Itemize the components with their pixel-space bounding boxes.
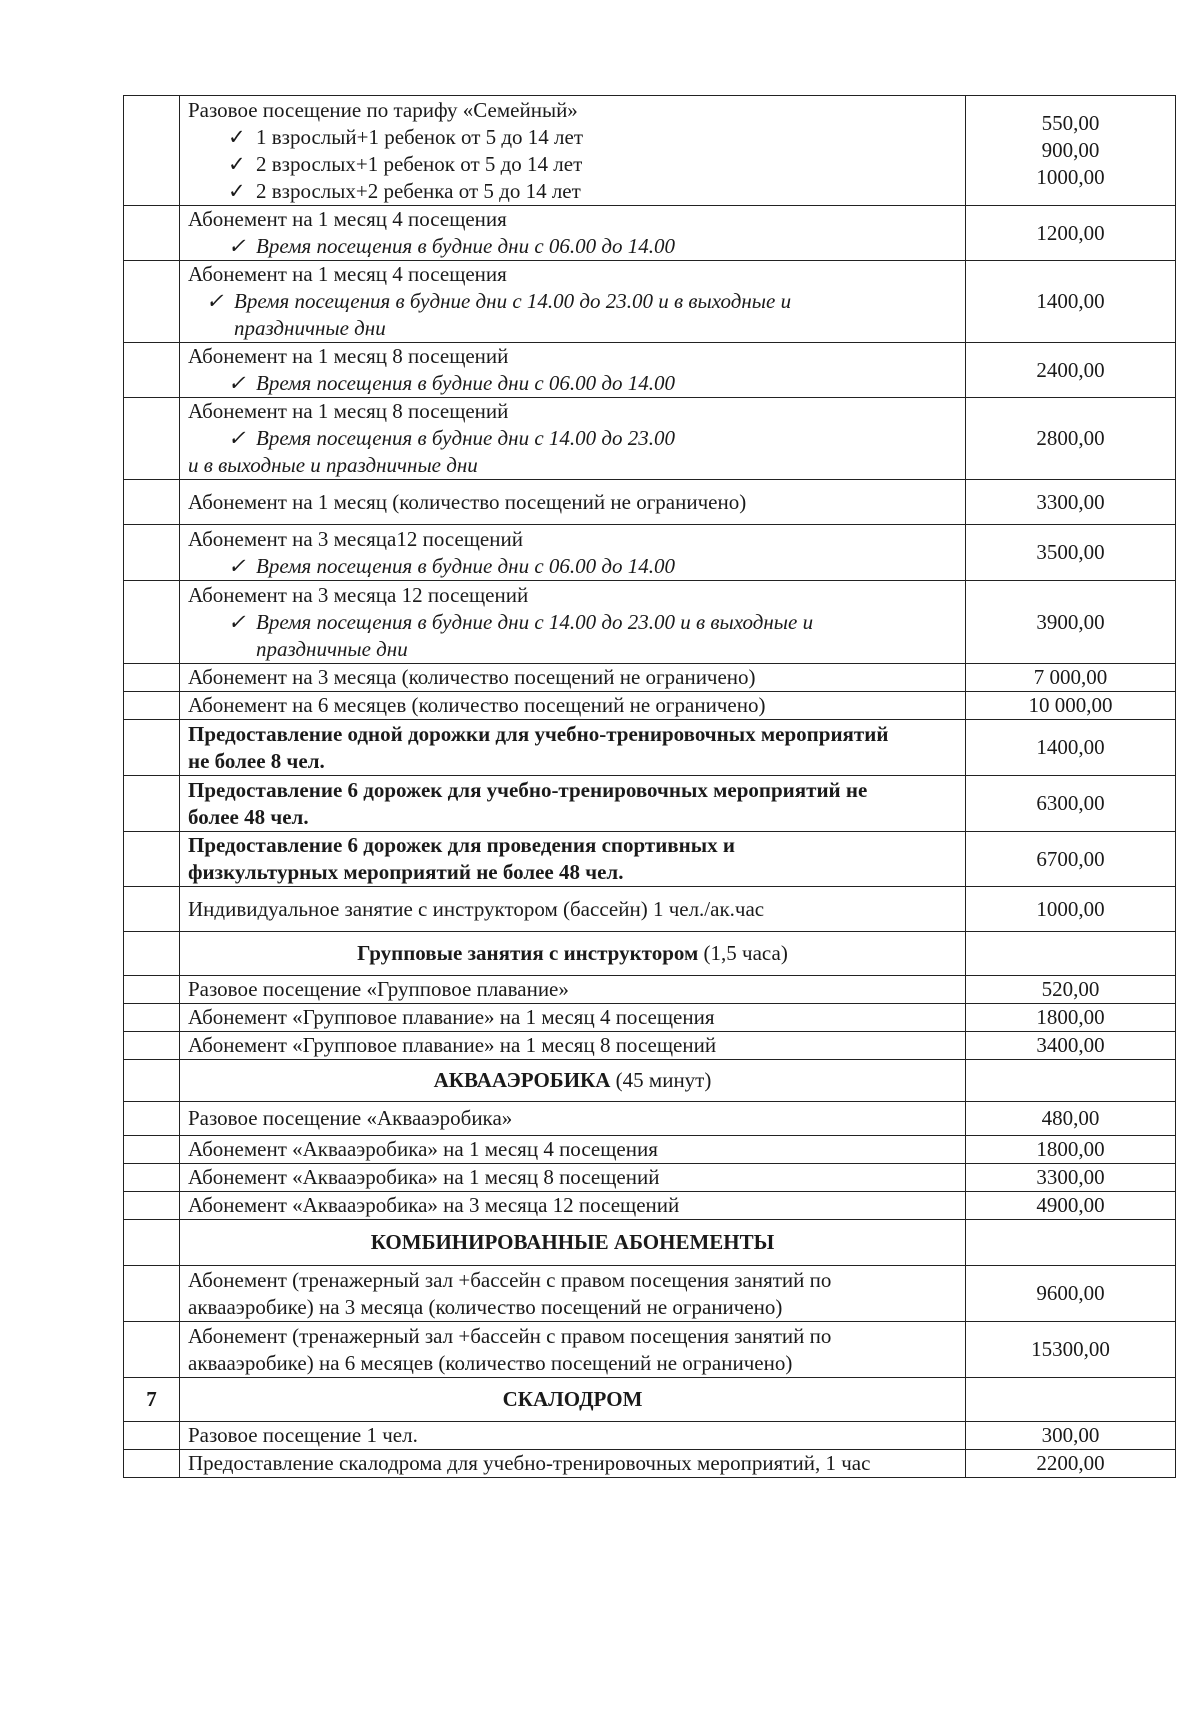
price-cell: 6700,00 bbox=[966, 832, 1176, 887]
service-description: Абонемент на 6 месяцев (количество посещений не ограничено) bbox=[180, 692, 966, 720]
row-number bbox=[124, 976, 180, 1004]
row-number bbox=[124, 1220, 180, 1266]
bullet-continuation: праздничные дни bbox=[234, 316, 386, 340]
price-value: 550,00 bbox=[1041, 111, 1100, 135]
price-cell: 1000,00 bbox=[966, 887, 1176, 932]
row-number bbox=[124, 480, 180, 525]
row-number bbox=[124, 832, 180, 887]
price-cell bbox=[966, 1060, 1176, 1102]
service-description: Абонемент «Аквааэробика» на 1 месяц 4 посещения bbox=[180, 1136, 966, 1164]
service-description: Разовое посещение «Групповое плавание» bbox=[180, 976, 966, 1004]
price-cell: 1800,00 bbox=[966, 1004, 1176, 1032]
table-row bbox=[124, 1422, 1176, 1450]
section-header bbox=[180, 1378, 966, 1422]
service-description: Абонемент «Групповое плавание» на 1 месяц 8 посещений bbox=[180, 1032, 966, 1060]
table-row bbox=[124, 398, 1176, 480]
service-description bbox=[180, 261, 966, 343]
bullet-item: ✓ 2 взрослых+1 ребенок от 5 до 14 лет bbox=[188, 151, 957, 178]
service-description: Абонемент на 1 месяц (количество посещений не ограничено) bbox=[180, 480, 966, 525]
service-description: Разовое посещение 1 чел. bbox=[180, 1422, 966, 1450]
service-description bbox=[180, 581, 966, 664]
table-row bbox=[124, 1164, 1176, 1192]
row-number bbox=[124, 887, 180, 932]
price-cell: 3300,00 bbox=[966, 1164, 1176, 1192]
table-row bbox=[124, 480, 1176, 525]
service-title-continuation: аквааэробике) на 6 месяцев (количество посещений не ограничено) bbox=[188, 1350, 793, 1375]
price-cell: 2200,00 bbox=[966, 1450, 1176, 1478]
service-title: Абонемент на 1 месяц 4 посещения bbox=[188, 262, 507, 286]
row-number bbox=[124, 581, 180, 664]
row-number bbox=[124, 1164, 180, 1192]
service-title: Абонемент (тренажерный зал +бассейн с правом посещения занятий по bbox=[188, 1323, 832, 1348]
section-title: КОМБИНИРОВАННЫЕ АБОНЕМЕНТЫ bbox=[370, 1230, 775, 1254]
row-number bbox=[124, 692, 180, 720]
table-row bbox=[124, 1266, 1176, 1322]
row-number bbox=[124, 1032, 180, 1060]
price-cell bbox=[966, 1220, 1176, 1266]
service-description bbox=[180, 206, 966, 261]
section-header-row bbox=[124, 932, 1176, 976]
table-row bbox=[124, 261, 1176, 343]
price-value: 900,00 bbox=[1041, 138, 1100, 162]
service-title: Абонемент на 1 месяц 8 посещений bbox=[188, 399, 509, 423]
price-cell: 1400,00 bbox=[966, 720, 1176, 776]
service-title: Разовое посещение по тарифу «Семейный» bbox=[188, 97, 578, 122]
bullet-item: ✓ Время посещения в будние дни с 06.00 до 14.00 bbox=[188, 553, 957, 580]
table-row bbox=[124, 720, 1176, 776]
table-row bbox=[124, 664, 1176, 692]
row-number bbox=[124, 343, 180, 398]
row-number bbox=[124, 1450, 180, 1478]
price-cell bbox=[966, 932, 1176, 976]
price-cell: 4900,00 bbox=[966, 1192, 1176, 1220]
service-title-continuation: физкультурных мероприятий не более 48 чел. bbox=[188, 860, 624, 884]
price-cell: 9600,00 bbox=[966, 1266, 1176, 1322]
section-header bbox=[180, 1220, 966, 1266]
service-description: Абонемент на 3 месяца (количество посещений не ограничено) bbox=[180, 664, 966, 692]
service-title: Предоставление 6 дорожек для учебно-тренировочных мероприятий не bbox=[188, 777, 868, 802]
service-description bbox=[180, 398, 966, 480]
table-row bbox=[124, 1192, 1176, 1220]
table-row bbox=[124, 1004, 1176, 1032]
table-row bbox=[124, 96, 1176, 206]
table-row bbox=[124, 976, 1176, 1004]
price-cell: 2800,00 bbox=[966, 398, 1176, 480]
bullet-item: ✓ 1 взрослый+1 ребенок от 5 до 14 лет bbox=[188, 124, 957, 151]
price-cell: 1800,00 bbox=[966, 1136, 1176, 1164]
price-table bbox=[123, 95, 1176, 1478]
price-cell bbox=[966, 1378, 1176, 1422]
bullet-item: ✓ Время посещения в будние дни с 06.00 до 14.00 bbox=[188, 370, 957, 397]
bullet-item: ✓ 2 взрослых+2 ребенка от 5 до 14 лет bbox=[188, 178, 957, 205]
price-cell: 3500,00 bbox=[966, 525, 1176, 581]
row-number bbox=[124, 398, 180, 480]
table-row bbox=[124, 692, 1176, 720]
price-cell: 3300,00 bbox=[966, 480, 1176, 525]
service-description: Абонемент «Аквааэробика» на 3 месяца 12 посещений bbox=[180, 1192, 966, 1220]
row-number bbox=[124, 525, 180, 581]
row-number bbox=[124, 776, 180, 832]
service-title: Абонемент на 1 месяц 8 посещений bbox=[188, 344, 509, 368]
price-cell bbox=[966, 96, 1176, 206]
price-cell: 300,00 bbox=[966, 1422, 1176, 1450]
service-description bbox=[180, 1322, 966, 1378]
bullet-item: ✓ Время посещения в будние дни с 14.00 до 23.00 и в выходные и bbox=[188, 609, 957, 636]
table-row bbox=[124, 1102, 1176, 1136]
section-header-row bbox=[124, 1060, 1176, 1102]
bullet-item: ✓ Время посещения в будние дни с 14.00 до 23.00 bbox=[188, 425, 957, 452]
row-number bbox=[124, 1060, 180, 1102]
bullet-continuation: и в выходные и праздничные дни bbox=[188, 453, 478, 477]
price-cell: 520,00 bbox=[966, 976, 1176, 1004]
service-description bbox=[180, 343, 966, 398]
table-row bbox=[124, 1032, 1176, 1060]
table-row bbox=[124, 1322, 1176, 1378]
service-title: Абонемент на 3 месяца 12 посещений bbox=[188, 582, 529, 607]
row-number bbox=[124, 1266, 180, 1322]
section-header-row bbox=[124, 1220, 1176, 1266]
service-title: Абонемент (тренажерный зал +бассейн с правом посещения занятий по bbox=[188, 1267, 832, 1292]
service-title-continuation: более 48 чел. bbox=[188, 804, 309, 829]
price-cell: 480,00 bbox=[966, 1102, 1176, 1136]
table-row bbox=[124, 343, 1176, 398]
section-header bbox=[180, 1060, 966, 1102]
service-title: Абонемент на 1 месяц 4 посещения bbox=[188, 207, 507, 231]
bullet-item: ✓ Время посещения в будние дни с 14.00 до 23.00 и в выходные и bbox=[188, 288, 957, 315]
row-number bbox=[124, 664, 180, 692]
row-number: 7 bbox=[124, 1378, 180, 1422]
price-cell: 3900,00 bbox=[966, 581, 1176, 664]
service-title: Абонемент на 3 месяца12 посещений bbox=[188, 526, 523, 551]
table-row bbox=[124, 525, 1176, 581]
table-row bbox=[124, 832, 1176, 887]
row-number bbox=[124, 96, 180, 206]
section-note: (45 минут) bbox=[615, 1068, 712, 1092]
price-cell: 3400,00 bbox=[966, 1032, 1176, 1060]
bullet-item: ✓ Время посещения в будние дни с 06.00 до 14.00 bbox=[188, 233, 957, 260]
row-number bbox=[124, 1004, 180, 1032]
service-description: Индивидуальное занятие с инструктором (бассейн) 1 чел./ак.час bbox=[180, 887, 966, 932]
service-description: Абонемент «Групповое плавание» на 1 месяц 4 посещения bbox=[180, 1004, 966, 1032]
service-description: Абонемент «Аквааэробика» на 1 месяц 8 посещений bbox=[180, 1164, 966, 1192]
bullet-continuation: праздничные дни bbox=[256, 636, 408, 661]
row-number bbox=[124, 1322, 180, 1378]
service-title: Предоставление 6 дорожек для проведения спортивных и bbox=[188, 833, 735, 857]
price-value: 1000,00 bbox=[1036, 165, 1105, 189]
row-number bbox=[124, 1102, 180, 1136]
table-row bbox=[124, 776, 1176, 832]
section-note: (1,5 часа) bbox=[703, 941, 788, 965]
service-description bbox=[180, 720, 966, 776]
price-cell: 2400,00 bbox=[966, 343, 1176, 398]
service-description bbox=[180, 525, 966, 581]
row-number bbox=[124, 261, 180, 343]
price-cell: 6300,00 bbox=[966, 776, 1176, 832]
service-title-continuation: не более 8 чел. bbox=[188, 748, 325, 773]
price-cell: 7 000,00 bbox=[966, 664, 1176, 692]
row-number bbox=[124, 720, 180, 776]
price-cell: 1400,00 bbox=[966, 261, 1176, 343]
service-description bbox=[180, 1266, 966, 1322]
row-number bbox=[124, 1192, 180, 1220]
section-title: АКВААЭРОБИКА bbox=[433, 1068, 611, 1092]
table-row bbox=[124, 1450, 1176, 1478]
section-header bbox=[180, 932, 966, 976]
row-number bbox=[124, 1422, 180, 1450]
service-description bbox=[180, 776, 966, 832]
section-header-row bbox=[124, 1378, 1176, 1422]
row-number bbox=[124, 206, 180, 261]
table-row bbox=[124, 206, 1176, 261]
service-description: Предоставление скалодрома для учебно-тренировочных мероприятий, 1 час bbox=[180, 1450, 966, 1478]
service-description: Разовое посещение «Аквааэробика» bbox=[180, 1102, 966, 1136]
table-row bbox=[124, 887, 1176, 932]
row-number bbox=[124, 932, 180, 976]
price-cell: 10 000,00 bbox=[966, 692, 1176, 720]
table-row bbox=[124, 1136, 1176, 1164]
service-description bbox=[180, 96, 966, 206]
service-title-continuation: аквааэробике) на 3 месяца (количество посещений не ограничено) bbox=[188, 1294, 783, 1319]
section-title: СКАЛОДРОМ bbox=[502, 1387, 643, 1411]
service-description bbox=[180, 832, 966, 887]
service-title: Предоставление одной дорожки для учебно-тренировочных мероприятий bbox=[188, 721, 889, 746]
section-title: Групповые занятия с инструктором bbox=[357, 941, 699, 965]
table-row bbox=[124, 581, 1176, 664]
row-number bbox=[124, 1136, 180, 1164]
price-cell: 15300,00 bbox=[966, 1322, 1176, 1378]
price-cell: 1200,00 bbox=[966, 206, 1176, 261]
